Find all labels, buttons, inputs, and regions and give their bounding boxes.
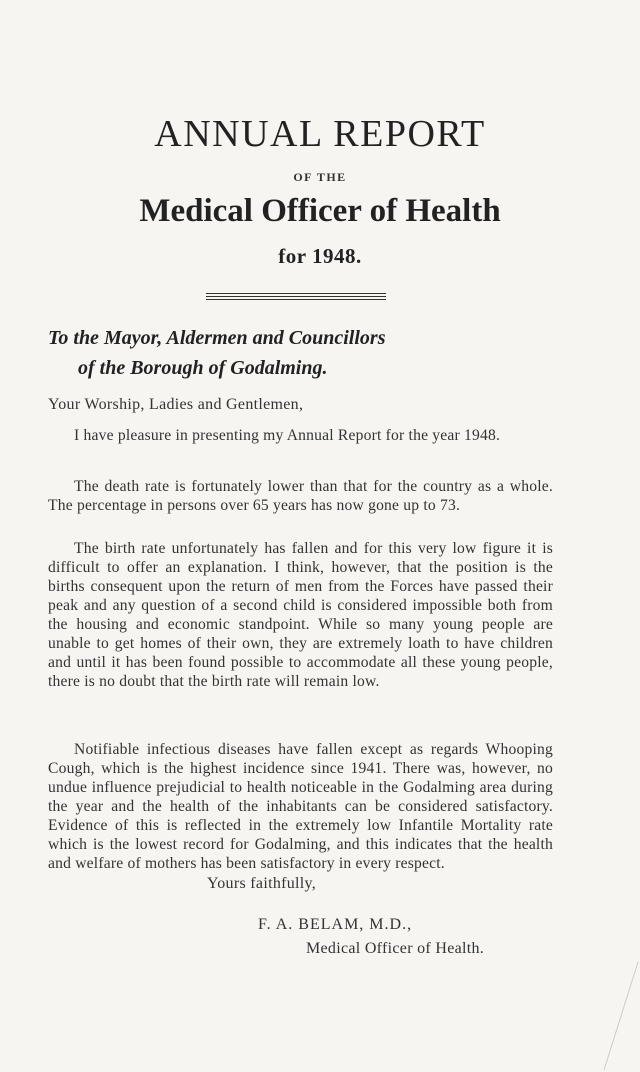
- paragraph: I have pleasure in presenting my Annual Report for the year 1948.: [74, 427, 501, 444]
- report-subtitle: Medical Officer of Health: [139, 193, 501, 229]
- double-rule-divider: [206, 293, 386, 302]
- page-crease-mark: [600, 962, 640, 1072]
- signature-name: F. A. BELAM, M.D.,: [258, 916, 413, 933]
- report-year: for 1948.: [278, 244, 362, 268]
- closing: Yours faithfully,: [207, 875, 317, 892]
- report-title: ANNUAL REPORT: [154, 113, 486, 155]
- paragraph: The birth rate unfortunately has fallen and for this very low figure it is difficult to offer an explanation. I think, however, that the position is the births consequent upon the return of men from the Forces have passed their peak and any question of a second child is considered impossible both from the housing and economic standpoint. While so many young people are unable to get homes of their own, they are extremely loath to have children and until it has been found possible to accommodate all these young people, there is no doubt that the birth rate will remain low.: [48, 540, 553, 690]
- salutation: Your Worship, Ladies and Gentlemen,: [48, 396, 304, 413]
- paragraph: The death rate is fortunately lower than that for the country as a whole. The percentage in persons over 65 years has now gone up to 73.: [48, 478, 553, 514]
- signature-title: Medical Officer of Health.: [306, 940, 485, 957]
- addressee-line-1: To the Mayor, Aldermen and Councillors: [48, 327, 386, 349]
- paragraph: Notifiable infectious diseases have fallen except as regards Whooping Cough, which is the highest incidence since 1941. There was, however, no undue influence prejudicial to health noticeable in the Godalming area during the year and the health of the inhabitants can be considered satisfactory. Evidence of this is reflected in the extremely low Infantile Mortality rate which is the lowest record for Godalming, and this indicates that the health and welfare of mothers has been satisfactory in every respect.: [48, 741, 553, 872]
- addressee-line-2: of the Borough of Godalming.: [78, 357, 328, 379]
- report-of-the: OF THE: [293, 170, 347, 184]
